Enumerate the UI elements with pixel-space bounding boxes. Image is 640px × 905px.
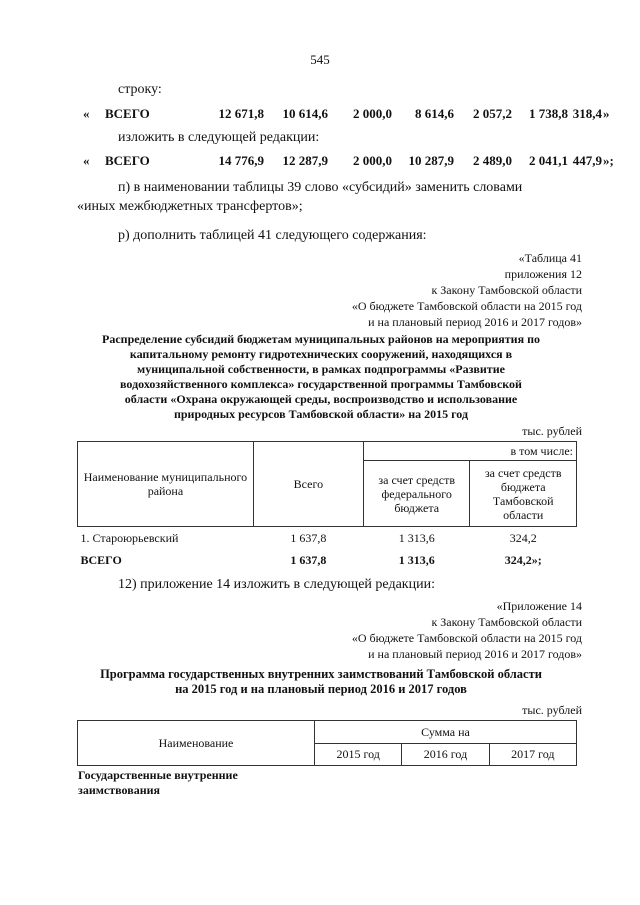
title-line: области «Охрана окружающей среды, воспроизводство и использование [124, 392, 518, 406]
total-cell: 1 637,8 [290, 553, 327, 567]
table41-attribution [352, 250, 582, 330]
header-federal: за счет средств федерального бюджета [363, 461, 470, 527]
value-cell: 12 671,8 [218, 106, 264, 121]
open-quote: « [83, 153, 90, 168]
value-cell: 10 614,6 [282, 106, 328, 121]
table14 [77, 720, 577, 766]
value-cell: 8 614,6 [415, 106, 454, 121]
header-year: 2016 год [402, 743, 489, 766]
paragraph-p-line2: «иных межбюджетных трансфертов»; [77, 199, 303, 214]
value-cell: 2 000,0 [353, 106, 392, 121]
header-total: Всего [253, 442, 363, 527]
title-line: природных ресурсов Тамбовской области» на 2015 год [173, 407, 469, 421]
table41 [77, 441, 577, 571]
app14-title [78, 667, 564, 697]
title-line: муниципальной собственности, в рамках подпрограммы «Развитие [137, 362, 505, 376]
header-regional: за счет средств бюджета Тамбовской области [470, 461, 577, 527]
header-including: в том числе: [363, 442, 576, 461]
new-total-row [0, 153, 640, 171]
total-row [78, 549, 577, 571]
attribution-line: и на плановый период 2016 и 2017 годов» [368, 647, 582, 661]
value-cell: 10 287,9 [408, 153, 454, 168]
value-cell: 12 287,9 [282, 153, 328, 168]
paragraph-12: 12) приложение 14 изложить в следующей редакции: [118, 577, 435, 592]
attribution-line: приложения 12 [504, 267, 582, 281]
total-label: ВСЕГО [80, 553, 122, 567]
close-quote: » [603, 106, 610, 121]
value-cell: 318,4 [572, 106, 602, 121]
title-line: капитальному ремонту гидротехнических сооружений, находящихся в [129, 347, 513, 361]
open-quote: « [83, 106, 90, 121]
title-line: на 2015 год и на плановый период 2016 и 2017 годов [175, 682, 467, 696]
app14-unit: тыс. рублей [522, 703, 582, 717]
replace-text: изложить в следующей редакции: [118, 130, 320, 145]
header-name: Наименование муниципального района [78, 442, 254, 527]
attribution-line: и на плановый период 2016 и 2017 годов» [368, 315, 582, 329]
old-total-row [0, 106, 640, 124]
value-cell: 447,9 [572, 153, 602, 168]
total-cell: 1 637,8 [290, 531, 327, 545]
value-cell: 2 057,2 [473, 106, 512, 121]
table-row [78, 527, 577, 550]
app14-attribution [352, 598, 582, 662]
close-quote: »; [603, 153, 614, 168]
federal-cell: 1 313,6 [398, 553, 435, 567]
table41-unit: тыс. рублей [522, 424, 582, 438]
regional-cell: 324,2»; [504, 553, 542, 567]
attribution-line: «Приложение 14 [496, 599, 582, 613]
header-year: 2015 год [315, 743, 402, 766]
attribution-line: «О бюджете Тамбовской области на 2015 год [351, 299, 582, 313]
value-cell: 2 489,0 [473, 153, 512, 168]
row-label: ВСЕГО [105, 153, 150, 168]
row-label: ВСЕГО [105, 106, 150, 121]
header-year: 2017 год [489, 743, 576, 766]
regional-cell: 324,2 [509, 531, 537, 545]
federal-cell: 1 313,6 [398, 531, 435, 545]
intro-text: строку: [118, 82, 162, 97]
value-cell: 2 041,1 [529, 153, 568, 168]
title-line: Программа государственных внутренних заимствований Тамбовской области [100, 667, 542, 681]
district-name: 1. Староюрьевский [80, 531, 179, 545]
paragraph-p-line1: п) в наименовании таблицы 39 слово «субсидий» заменить словами [118, 180, 523, 195]
label-line: заимствования [78, 783, 161, 797]
value-cell: 14 776,9 [218, 153, 264, 168]
attribution-line: «Таблица 41 [518, 251, 582, 265]
gov-borrowing-label [78, 768, 238, 798]
value-cell: 1 738,8 [529, 106, 568, 121]
header-sum: Сумма на [315, 721, 577, 744]
header-name: Наименование [78, 721, 315, 766]
title-line: водохозяйственного комплекса» государственной программы Тамбовской [120, 377, 522, 391]
attribution-line: «О бюджете Тамбовской области на 2015 год [351, 631, 582, 645]
label-line: Государственные внутренние [78, 768, 238, 782]
page-number: 545 [310, 52, 330, 67]
attribution-line: к Закону Тамбовской области [431, 283, 582, 297]
paragraph-r: р) дополнить таблицей 41 следующего содержания: [118, 228, 427, 243]
title-line: Распределение субсидий бюджетам муниципальных районов на мероприятия по [102, 332, 540, 346]
table41-title [78, 332, 564, 422]
value-cell: 2 000,0 [353, 153, 392, 168]
attribution-line: к Закону Тамбовской области [431, 615, 582, 629]
